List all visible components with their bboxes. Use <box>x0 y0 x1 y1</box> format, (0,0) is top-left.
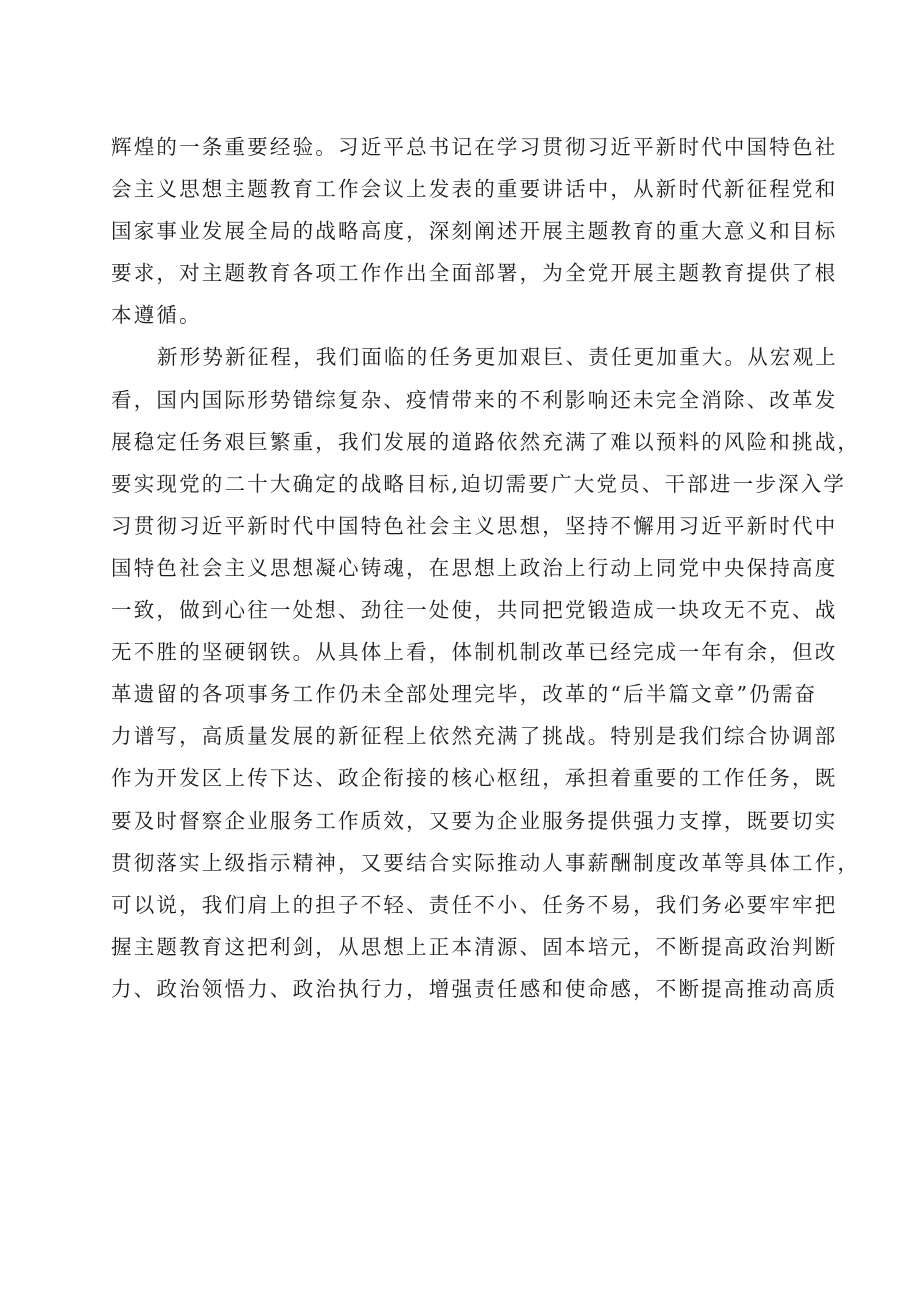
text-line: 贯彻落实上级指示精神，又要结合实际推动人事薪酬制度改革等具体工作， <box>111 850 861 875</box>
text-line: 作为开发区上传下达、政企衔接的核心枢纽，承担着重要的工作任务，既 <box>111 766 838 791</box>
text-line: 一致，做到心往一处想、劲往一处使，共同把党锻造成一块攻无不克、战 <box>111 598 838 623</box>
text-line: 要实现党的二十大确定的战略目标,迫切需要广大党员、干部进一步深入学 <box>111 471 847 496</box>
text-line: 无不胜的坚硬钢铁。从具体上看，体制机制改革已经完成一年有余，但改 <box>111 640 838 665</box>
paragraph-1 <box>111 126 838 336</box>
text-line: 革遗留的各项事务工作仍未全部处理完毕，改革的“后半篇文章”仍需奋 <box>111 682 818 707</box>
text-line: 要及时督察企业服务工作质效，又要为企业服务提供强力支撑，既要切实 <box>111 808 838 833</box>
text-line: 力、政治领悟力、政治执行力，增强责任感和使命感，不断提高推动高质 <box>111 976 838 1001</box>
text-line: 国特色社会主义思想凝心铸魂，在思想上政治上行动上同党中央保持高度 <box>111 555 838 580</box>
text-line: 展稳定任务艰巨繁重，我们发展的道路依然充满了难以预料的风险和挑战， <box>111 429 861 454</box>
document-body <box>111 126 861 1010</box>
text-line: 本遵循。 <box>111 303 202 328</box>
text-line: 看，国内国际形势错综复杂、疫情带来的不利影响还未完全消除、改革发 <box>111 387 838 412</box>
text-line: 国家事业发展全局的战略高度，深刻阐述开展主题教育的重大意义和目标 <box>111 219 838 244</box>
text-line: 会主义思想主题教育工作会议上发表的重要讲话中，从新时代新征程党和 <box>111 177 838 202</box>
text-line: 握主题教育这把利剑，从思想上正本清源、固本培元，不断提高政治判断 <box>111 934 838 959</box>
text-line: 力谱写，高质量发展的新征程上依然充满了挑战。特别是我们综合协调部 <box>111 724 838 749</box>
paragraph-2 <box>111 336 861 1010</box>
text-line: 可以说，我们肩上的担子不轻、责任不小、任务不易，我们务必要牢牢把 <box>111 892 838 917</box>
text-line: 新形势新征程，我们面临的任务更加艰巨、责任更加重大。从宏观上 <box>157 345 838 370</box>
text-line: 要求，对主题教育各项工作作出全面部署，为全党开展主题教育提供了根 <box>111 261 838 286</box>
text-line: 习贯彻习近平新时代中国特色社会主义思想，坚持不懈用习近平新时代中 <box>111 513 838 538</box>
text-line: 辉煌的一条重要经验。习近平总书记在学习贯彻习近平新时代中国特色社 <box>111 135 838 159</box>
